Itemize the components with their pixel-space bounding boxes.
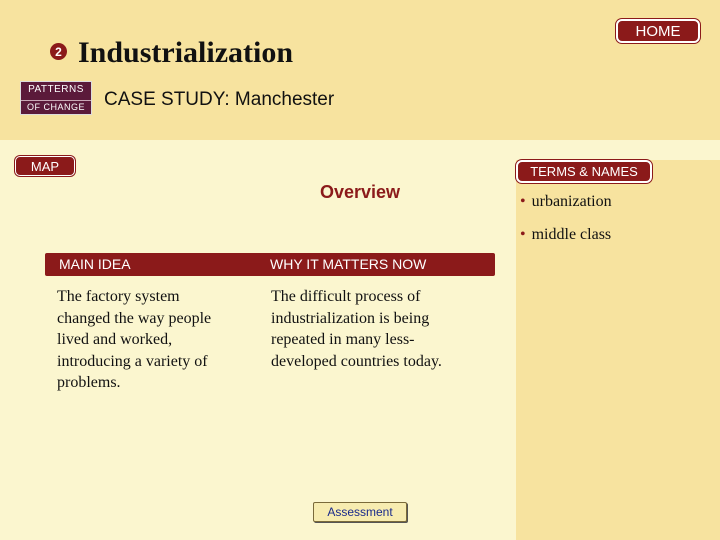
map-button[interactable] [15,156,75,176]
term-item[interactable] [520,226,611,244]
bullet-icon: • [520,193,526,210]
terms-button-label: TERMS & NAMES [530,164,638,179]
overview-title: Overview [319,182,401,202]
patterns-label: PATTERNS [28,84,84,95]
map-button-label: MAP [30,158,60,174]
why-it-matters-line: The difficult process of [271,288,421,305]
why-it-matters-line: industrialization is being [271,309,430,327]
term-label: urbanization [531,193,612,210]
why-it-matters-line: repeated in many less- [271,331,415,348]
main-idea-text [57,286,257,394]
patterns-of-change-badge [20,81,92,115]
terms-and-names-button[interactable] [516,160,652,183]
main-idea-line: introducing a variety of [57,352,208,370]
case-study-subtitle: CASE STUDY: Manchester [104,89,335,110]
bullet-icon: • [520,226,526,243]
page-title: Industrialization [78,36,294,69]
main-idea-line: lived and worked, [57,331,173,348]
term-label: middle class [531,226,612,243]
assessment-button-label: Assessment [327,505,393,519]
main-idea-line: changed the way people [57,309,212,327]
main-idea-header: MAIN IDEA [59,256,131,272]
main-idea-line: The factory system [57,288,180,305]
why-it-matters-text [271,286,491,372]
home-button-label: HOME [635,22,681,40]
why-it-matters-line: developed countries today. [271,352,442,370]
term-item[interactable] [520,193,612,211]
chapter-number-badge [50,43,67,60]
of-change-label: OF CHANGE [21,100,91,112]
home-button[interactable] [616,19,700,43]
terms-panel [516,160,720,540]
chapter-number: 2 [55,44,62,59]
main-idea-line: problems. [57,374,121,391]
header-band [0,0,720,140]
assessment-button[interactable] [313,502,407,522]
why-it-matters-header: WHY IT MATTERS NOW [270,256,427,272]
